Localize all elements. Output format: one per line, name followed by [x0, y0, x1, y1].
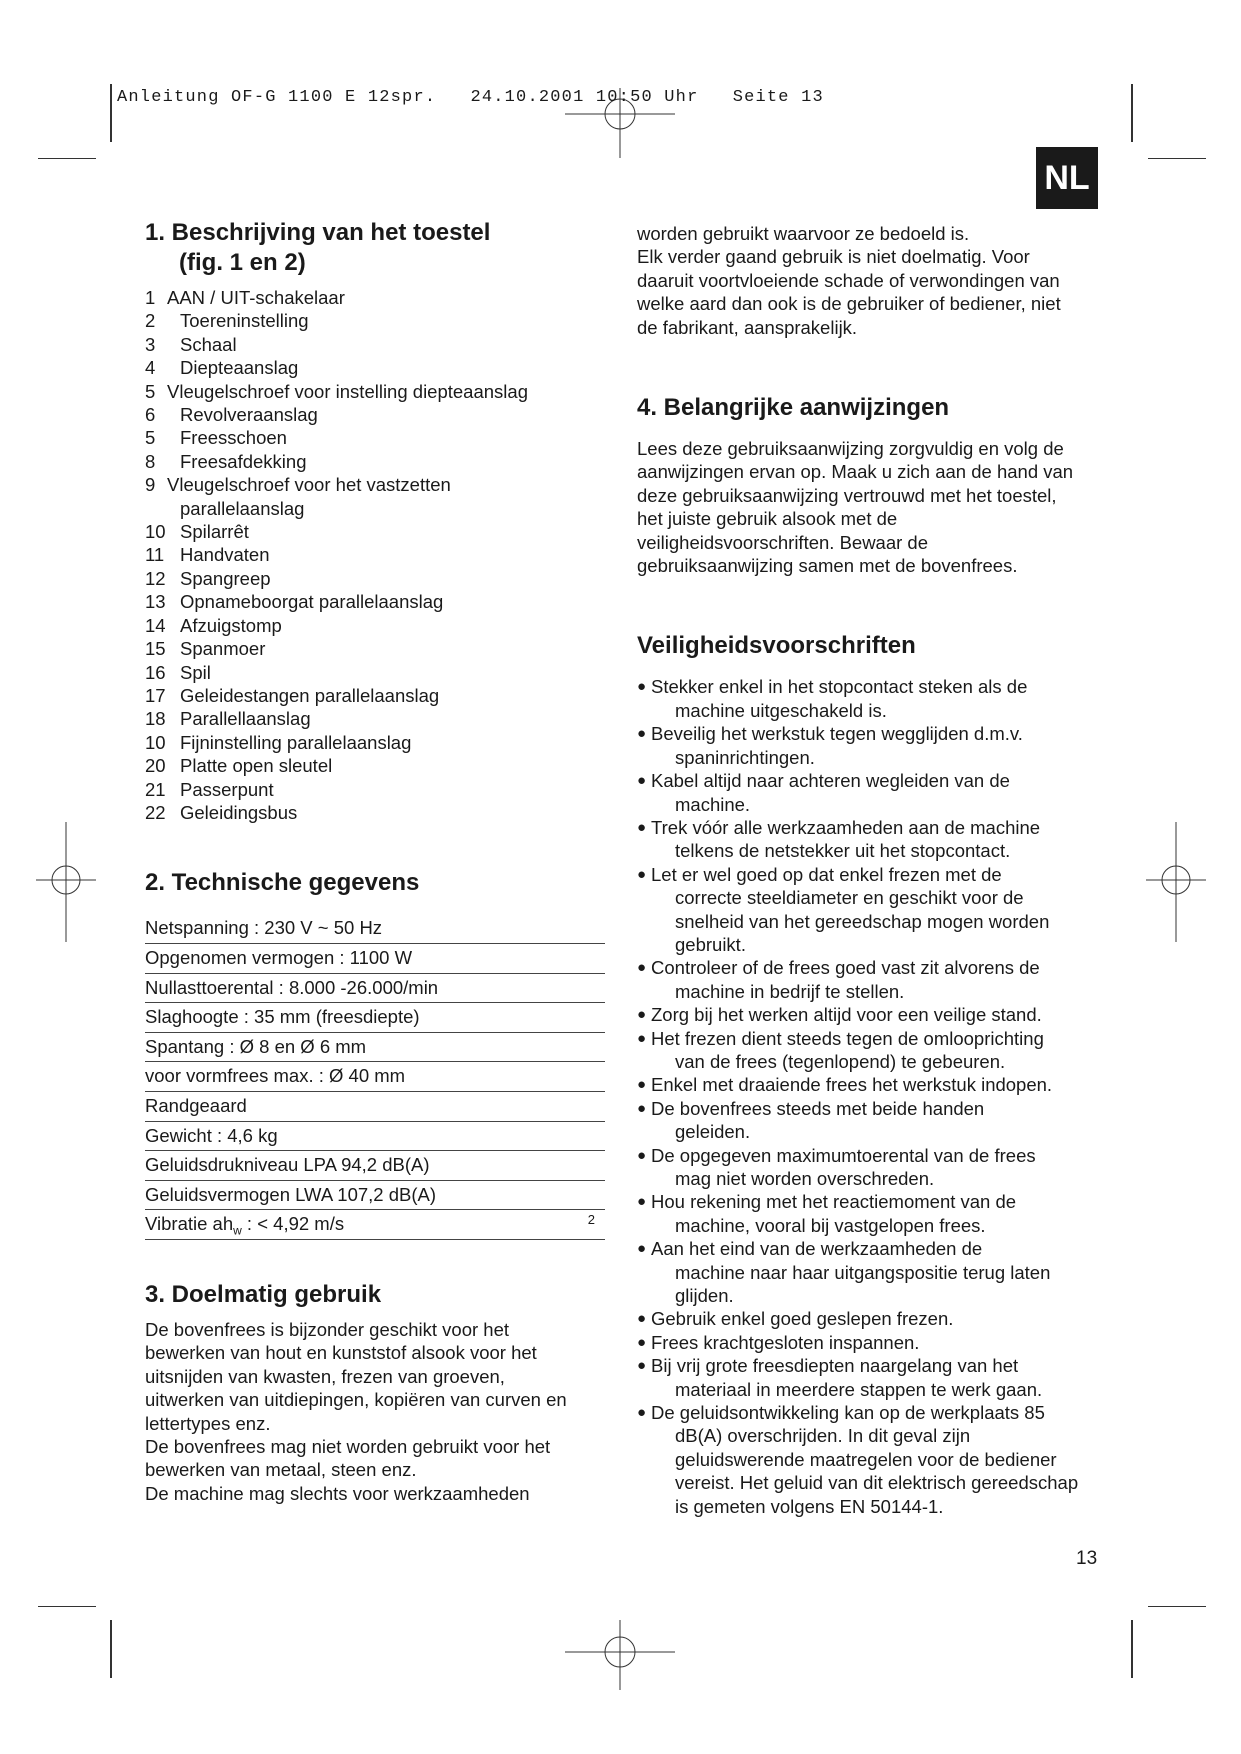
bullet-text [651, 769, 1107, 816]
bullet-icon: ● [637, 959, 647, 977]
tech-row-vibration [145, 1210, 605, 1240]
text-line: aanwijzingen ervan op. Maak u zich aan de hand van [637, 461, 1074, 483]
item-label: Diepteaanslag [180, 357, 299, 379]
item-label: parallelaanslag [180, 497, 305, 519]
tech-value: Spantang : Ø 8 en Ø 6 mm [145, 1035, 367, 1057]
text-line: Lees deze gebruiksaanwijzing zorgvuldig en volg de [637, 438, 1064, 460]
crop-mark [38, 1606, 96, 1607]
bullet-line: van de frees (tegenlopend) te gebeuren. [675, 1050, 1006, 1072]
bullet-icon: ● [637, 1006, 647, 1024]
parts-list-item [145, 380, 605, 403]
safety-bullet [637, 1003, 1107, 1026]
bullet-text [651, 722, 1107, 769]
text-line: gebruiksaanwijzing samen met de bovenfrees. [637, 555, 1018, 577]
bullet-line: machine, vooral bij vastgelopen frees. [675, 1214, 986, 1236]
item-number: 10 [145, 731, 166, 753]
tech-value: voor vormfrees max. : Ø 40 mm [145, 1065, 406, 1087]
parts-list-item [145, 473, 605, 496]
parts-list-item [145, 684, 605, 707]
bullet-line: De opgegeven maximumtoerental van de frees [651, 1144, 1036, 1166]
bullet-line: Let er wel goed op dat enkel frezen met de [651, 863, 1002, 885]
parts-list-item [145, 309, 605, 332]
bullet-icon: ● [637, 865, 647, 883]
safety-bullet [637, 1027, 1107, 1074]
item-label: Revolveraanslag [180, 404, 318, 426]
tech-row [145, 1181, 605, 1211]
item-number: 11 [145, 544, 165, 566]
crop-mark [1131, 84, 1133, 142]
bullet-text [651, 1354, 1107, 1401]
item-number: 9 [145, 474, 156, 496]
bullet-line: is gemeten volgens EN 50144-1. [675, 1495, 944, 1517]
item-number: 18 [145, 708, 166, 730]
bullet-line: Aan het eind van de werkzaamheden de [651, 1238, 983, 1260]
text-line: uitsnijden van kwasten, frezen van groeven, [145, 1365, 505, 1387]
safety-list [637, 675, 1107, 1518]
safety-bullet [637, 1073, 1107, 1096]
parts-list-item [145, 403, 605, 426]
bullet-line: De geluidsontwikkeling kan op de werkplaats 85 [651, 1402, 1045, 1424]
bullet-line: gebruikt. [675, 933, 746, 955]
item-label: Platte open sleutel [180, 755, 333, 777]
bullet-icon: ● [637, 1333, 647, 1351]
text-line: bewerken van hout en kunststof alsook voor het [145, 1342, 537, 1364]
section1-title: 1. Beschrijving van het toestel [145, 219, 491, 246]
text-line: bewerken van metaal, steen enz. [145, 1459, 417, 1481]
bullet-line: Hou rekening met het reactiemoment van de [651, 1191, 1017, 1213]
bullet-line: machine in bedrijf te stellen. [675, 980, 905, 1002]
safety-bullet [637, 1401, 1107, 1518]
bullet-line: Het frezen dient steeds tegen de omlooprichting [651, 1027, 1044, 1049]
bullet-line: mag niet worden overschreden. [675, 1168, 935, 1189]
registration-mark-right [1146, 822, 1206, 942]
item-label: Geleidestangen parallelaanslag [180, 684, 440, 706]
bullet-line: machine uitgeschakeld is. [675, 699, 887, 721]
parts-list-item [145, 356, 605, 379]
bullet-text [651, 1401, 1107, 1518]
bullet-text [651, 675, 1107, 722]
parts-list-item [145, 754, 605, 777]
tech-value: Geluidsdrukniveau LPA 94,2 dB(A) [145, 1154, 430, 1176]
text-line: uitwerken van uitdiepingen, kopiëren van curven en [145, 1389, 567, 1411]
item-number: 22 [145, 801, 166, 823]
section3-title: 3. Doelmatig gebruik [145, 1280, 382, 1308]
bullet-text [651, 863, 1107, 957]
bullet-text [651, 1144, 1107, 1191]
bullet-text [651, 1027, 1107, 1074]
parts-list-item [145, 801, 605, 824]
tech-value: Gewicht : 4,6 kg [145, 1124, 278, 1146]
bullet-line: Gebruik enkel goed geslepen frezen. [651, 1308, 954, 1330]
parts-list-item [145, 567, 605, 590]
tech-row [145, 974, 605, 1004]
item-label: Toereninstelling [180, 310, 309, 332]
bullet-line: De bovenfrees steeds met beide handen [651, 1097, 985, 1119]
safety-bullet [637, 675, 1107, 722]
bullet-line: snelheid van het gereedschap mogen worden [675, 910, 1050, 932]
parts-list-item [145, 543, 605, 566]
item-number: 12 [145, 567, 166, 589]
safety-bullet [637, 1307, 1107, 1330]
item-label: Handvaten [180, 544, 270, 566]
safety-bullet [637, 1097, 1107, 1144]
item-number: 4 [145, 357, 156, 379]
parts-list-item [145, 778, 605, 801]
item-number: 2 [145, 310, 156, 332]
text-line: De bovenfrees is bijzonder geschikt voor het [145, 1318, 510, 1340]
parts-list-item [145, 661, 605, 684]
item-number: 14 [145, 614, 166, 636]
text-line: worden gebruikt waarvoor ze bedoeld is. [637, 223, 970, 244]
item-number: 17 [145, 684, 166, 706]
crop-mark [110, 1620, 112, 1678]
bullet-line: geleiden. [675, 1121, 751, 1143]
section3-text [145, 1318, 605, 1505]
parts-list-item [145, 426, 605, 449]
bullet-text [651, 1331, 1107, 1354]
bullet-line: vereist. Het geluid van dit elektrisch gereedschap [675, 1472, 1079, 1494]
parts-list-item [145, 637, 605, 660]
item-number: 15 [145, 638, 166, 660]
bullet-icon: ● [637, 725, 647, 743]
bullet-line: Kabel altijd naar achteren wegleiden van de [651, 770, 1010, 792]
parts-list-item [145, 590, 605, 613]
item-number [145, 497, 180, 520]
item-label: Vleugelschroef voor instelling diepteaanslag [167, 380, 528, 402]
intended-use-continued [637, 222, 1107, 339]
item-label: Freesafdekking [180, 450, 307, 472]
item-number: 8 [145, 450, 156, 472]
parts-list-item [145, 707, 605, 730]
left-column [145, 218, 605, 1505]
bullet-icon: ● [637, 1357, 647, 1375]
bullet-icon: ● [637, 678, 647, 696]
bullet-text [651, 1307, 1107, 1330]
bullet-icon: ● [637, 1076, 647, 1094]
bullet-line: Trek vóór alle werkzaamheden aan de machine [651, 816, 1041, 838]
bullet-line: Frees krachtgesloten inspannen. [651, 1331, 920, 1353]
bullet-text [651, 1003, 1107, 1026]
bullet-line: machine naar haar uitgangspositie terug laten [675, 1261, 1051, 1283]
parts-list [145, 286, 605, 824]
tech-value: Nullasttoerental : 8.000 -26.000/min [145, 976, 439, 998]
bullet-icon: ● [637, 1240, 647, 1258]
item-number: 6 [145, 404, 156, 426]
bullet-line: Stekker enkel in het stopcontact steken als de [651, 676, 1028, 698]
tech-value: Netspanning : 230 V ~ 50 Hz [145, 917, 383, 939]
item-label: Spil [180, 661, 211, 683]
text-line: de fabrikant, aansprakelijk. [637, 316, 858, 338]
crop-mark [1148, 158, 1206, 159]
tech-row [145, 1151, 605, 1181]
tech-row [145, 914, 605, 944]
parts-list-item [145, 731, 605, 754]
bullet-text [651, 1190, 1107, 1237]
bullet-icon: ● [637, 772, 647, 790]
bullet-icon: ● [637, 1404, 647, 1422]
safety-bullet [637, 722, 1107, 769]
safety-bullet [637, 1331, 1107, 1354]
item-number: 3 [145, 333, 156, 355]
tech-row [145, 1062, 605, 1092]
bullet-line: telkens de netstekker uit het stopcontact. [675, 840, 1011, 862]
text-line: daaruit voortvloeiende schade of verwondingen van [637, 269, 1060, 291]
tech-value: Slaghoogte : 35 mm (freesdiepte) [145, 1006, 420, 1028]
vibration-exponent: 2 [587, 1212, 595, 1228]
safety-title: Veiligheidsvoorschriften [637, 632, 916, 660]
safety-bullet [637, 956, 1107, 1003]
item-number: 1 [145, 287, 156, 308]
parts-list-item [145, 333, 605, 356]
safety-bullet [637, 1354, 1107, 1401]
item-label: Opnameboorgat parallelaanslag [180, 591, 444, 613]
bullet-line: Zorg bij het werken altijd voor een veilige stand. [651, 1004, 1042, 1026]
bullet-text [651, 956, 1107, 1003]
crop-mark [110, 84, 112, 142]
bullet-icon: ● [637, 818, 647, 836]
parts-list-item [145, 614, 605, 637]
bullet-line: geluidswerende maatregelen voor de bediener [675, 1448, 1057, 1470]
item-number: 20 [145, 755, 166, 777]
safety-bullet [637, 769, 1107, 816]
item-label: Parallellaanslag [180, 708, 311, 730]
tech-row [145, 944, 605, 974]
bullet-line: machine. [675, 793, 751, 815]
item-number: 21 [145, 778, 166, 800]
tech-value: Opgenomen vermogen : 1100 W [145, 946, 413, 968]
bullet-line: dB(A) overschrijden. In dit geval zijn [675, 1425, 971, 1447]
bullet-icon: ● [637, 1193, 647, 1211]
item-number: 16 [145, 661, 166, 683]
item-label: Passerpunt [180, 778, 274, 800]
bullet-line: materiaal in meerdere stappen te werk gaan. [675, 1378, 1043, 1400]
crop-mark [1148, 1606, 1206, 1607]
parts-list-item [145, 450, 605, 473]
item-label: Spangreep [180, 567, 271, 589]
section2-title: 2. Technische gegevens [145, 869, 420, 897]
bullet-line: glijden. [675, 1285, 734, 1307]
page-number: 13 [1076, 1548, 1098, 1569]
bullet-text [651, 1097, 1107, 1144]
safety-bullet [637, 816, 1107, 863]
bullet-icon: ● [637, 1146, 647, 1164]
item-label: Spanmoer [180, 638, 266, 660]
text-line: veiligheidsvoorschriften. Bewaar de [637, 531, 929, 553]
bullet-text [651, 1073, 1107, 1096]
tech-row [145, 1033, 605, 1063]
item-label: Vleugelschroef voor het vastzetten [167, 474, 451, 496]
text-line: deze gebruiksaanwijzing vertrouwd met het toestel, [637, 484, 1057, 506]
tech-table [145, 914, 605, 1210]
section1-title-sub: (fig. 1 en 2) [179, 249, 306, 276]
text-line: het juiste gebruik alsook met de [637, 508, 898, 530]
crop-mark [38, 158, 96, 159]
item-number: 5 [145, 380, 156, 402]
bullet-icon: ● [637, 1099, 647, 1117]
vibration-value: Vibratie $ah_w$ : < 4,92 m/s [145, 1213, 345, 1238]
item-label: Spilarrêt [180, 521, 249, 543]
tech-row [145, 1122, 605, 1152]
bullet-line: Controleer of de frees goed vast zit alvorens de [651, 957, 1040, 979]
bullet-line: spaninrichtingen. [675, 746, 815, 768]
bullet-line: Bij vrij grote freesdiepten naargelang van het [651, 1355, 1019, 1377]
registration-mark-bottom [565, 1620, 675, 1690]
tech-row [145, 1092, 605, 1122]
text-line: De machine mag slechts voor werkzaamheden [145, 1482, 530, 1504]
tech-row [145, 1003, 605, 1033]
bullet-line: Beveilig het werkstuk tegen wegglijden d.m.v. [651, 723, 1023, 745]
item-label: AAN / UIT-schakelaar [167, 287, 345, 308]
item-label: Geleidingsbus [180, 801, 298, 823]
item-label: Freesschoen [180, 427, 287, 449]
item-label: Afzuigstomp [180, 614, 282, 636]
crop-mark [1131, 1620, 1133, 1678]
section4-title: 4. Belangrijke aanwijzingen [637, 394, 950, 422]
tech-value: Randgeaard [145, 1094, 247, 1116]
safety-bullet [637, 1237, 1107, 1307]
bullet-icon: ● [637, 1029, 647, 1047]
bullet-text [651, 1237, 1107, 1307]
text-line: lettertypes enz. [145, 1412, 271, 1434]
registration-mark-left [36, 822, 96, 942]
print-slug: Anleitung OF-G 1100 E 12spr. 24.10.2001 10:50 Uhr Seite 13 [117, 88, 824, 107]
safety-bullet [637, 863, 1107, 957]
bullet-line: Enkel met draaiende frees het werkstuk indopen. [651, 1074, 1053, 1096]
bullet-text [651, 816, 1107, 863]
right-column [637, 222, 1107, 1518]
section4-text [637, 437, 1107, 577]
bullet-line: correcte steeldiameter en geschikt voor de [675, 887, 1024, 909]
language-badge: NL [1036, 147, 1098, 209]
parts-list-item [145, 520, 605, 543]
item-number: 10 [145, 521, 166, 543]
item-label: Fijninstelling parallelaanslag [180, 731, 412, 753]
text-line: De bovenfrees mag niet worden gebruikt voor het [145, 1435, 551, 1457]
text-line: welke aard dan ook is de gebruiker of bediener, niet [637, 293, 1061, 315]
item-number: 13 [145, 591, 166, 613]
parts-list-item [145, 497, 605, 520]
safety-bullet [637, 1190, 1107, 1237]
item-label: Schaal [180, 333, 237, 355]
text-line: Elk verder gaand gebruik is niet doelmatig. Voor [637, 246, 1030, 268]
safety-bullet [637, 1144, 1107, 1191]
parts-list-item [145, 286, 605, 309]
item-number: 5 [145, 427, 156, 449]
tech-value: Geluidsvermogen LWA 107,2 dB(A) [145, 1183, 437, 1205]
bullet-icon: ● [637, 1310, 647, 1328]
